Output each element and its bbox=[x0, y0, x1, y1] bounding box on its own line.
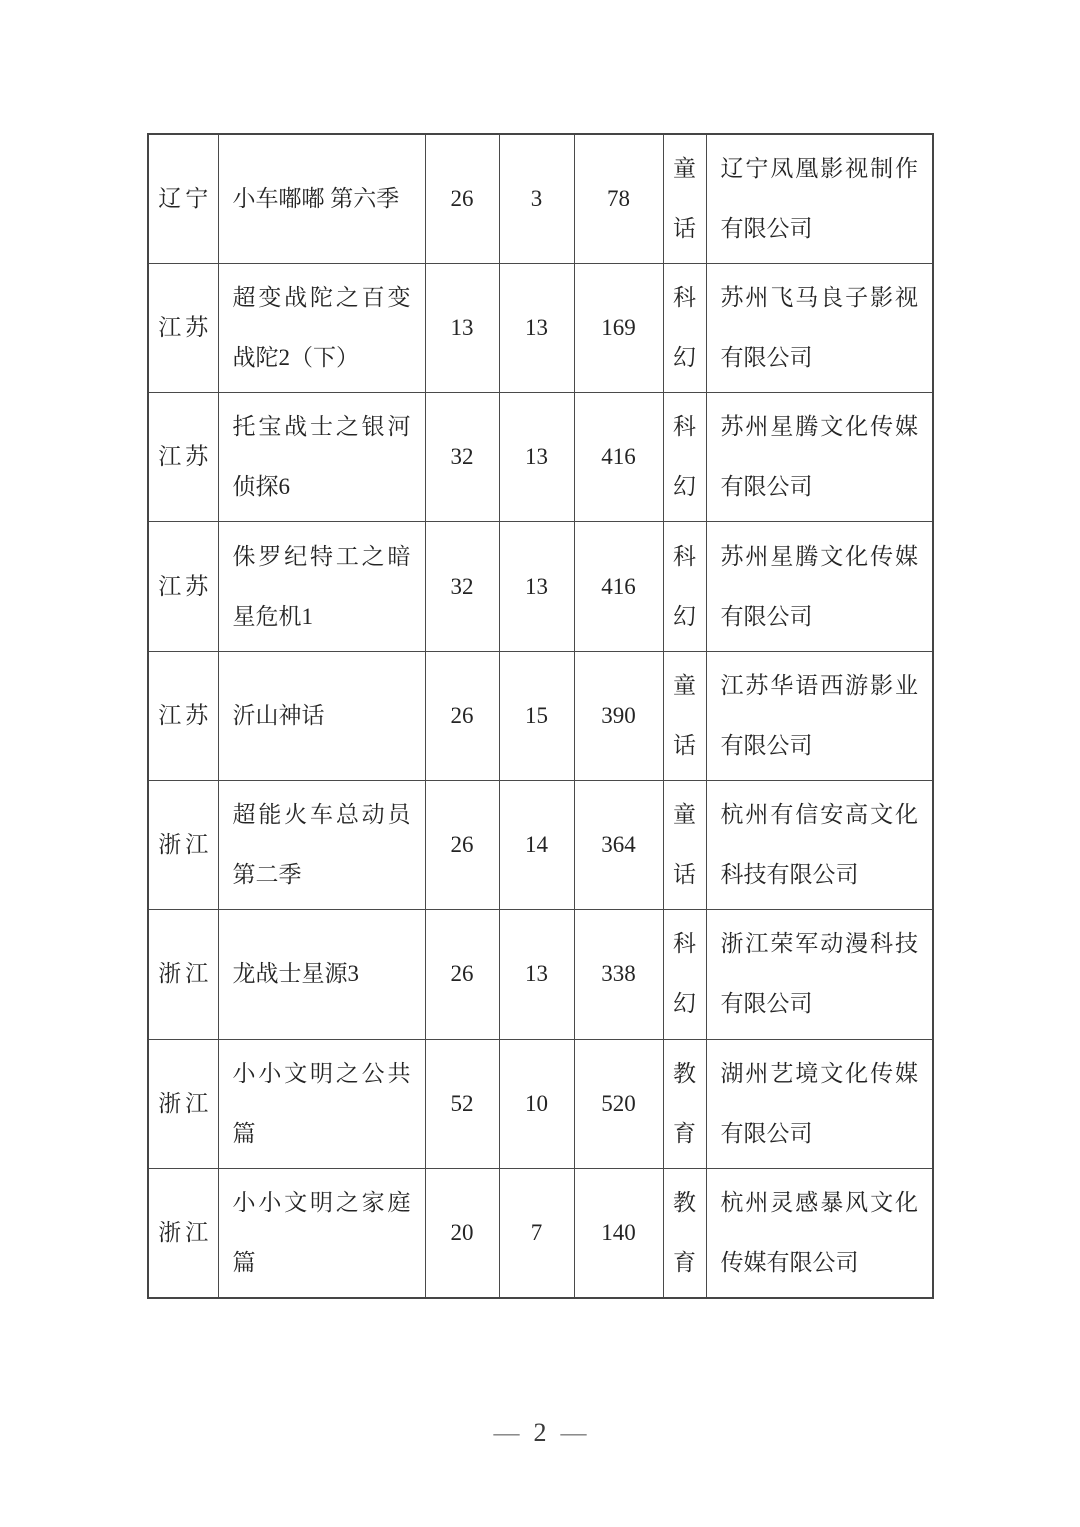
cell-title: 小小文明之家庭篇 bbox=[218, 1168, 425, 1297]
cell-episodes: 26 bbox=[425, 780, 499, 909]
cell-producer: 浙江荣军动漫科技有限公司 bbox=[706, 910, 933, 1039]
cell-producer: 辽宁凤凰影视制作有限公司 bbox=[706, 134, 933, 263]
cell-episodes: 26 bbox=[425, 134, 499, 263]
cell-producer: 苏州星腾文化传媒有限公司 bbox=[706, 393, 933, 522]
cell-title: 超能火车总动员 第二季 bbox=[218, 780, 425, 909]
cell-province: 江苏 bbox=[148, 522, 218, 651]
cell-minutes-per-episode: 10 bbox=[499, 1039, 574, 1168]
cell-producer: 杭州有信安高文化科技有限公司 bbox=[706, 780, 933, 909]
series-table bbox=[147, 133, 934, 1299]
cell-minutes-per-episode: 7 bbox=[499, 1168, 574, 1297]
cell-total-minutes: 140 bbox=[574, 1168, 663, 1297]
cell-province: 浙江 bbox=[148, 780, 218, 909]
cell-episodes: 52 bbox=[425, 1039, 499, 1168]
cell-total-minutes: 416 bbox=[574, 393, 663, 522]
cell-category: 童话 bbox=[663, 780, 706, 909]
cell-title: 龙战士星源3 bbox=[218, 910, 425, 1039]
cell-title: 小车嘟嘟 第六季 bbox=[218, 134, 425, 263]
cell-minutes-per-episode: 13 bbox=[499, 263, 574, 392]
table-row bbox=[148, 522, 933, 651]
page-footer bbox=[0, 1412, 1080, 1454]
cell-category: 童话 bbox=[663, 651, 706, 780]
cell-total-minutes: 364 bbox=[574, 780, 663, 909]
table-row bbox=[148, 263, 933, 392]
table-row bbox=[148, 134, 933, 263]
cell-title: 托宝战士之银河侦探6 bbox=[218, 393, 425, 522]
cell-episodes: 26 bbox=[425, 910, 499, 1039]
cell-province: 浙江 bbox=[148, 1168, 218, 1297]
cell-title: 侏罗纪特工之暗星危机1 bbox=[218, 522, 425, 651]
cell-category: 科幻 bbox=[663, 263, 706, 392]
cell-total-minutes: 338 bbox=[574, 910, 663, 1039]
cell-total-minutes: 169 bbox=[574, 263, 663, 392]
cell-total-minutes: 520 bbox=[574, 1039, 663, 1168]
table-row bbox=[148, 393, 933, 522]
table-row bbox=[148, 651, 933, 780]
cell-episodes: 32 bbox=[425, 393, 499, 522]
cell-province: 辽宁 bbox=[148, 134, 218, 263]
footer-dash-left: — bbox=[493, 1418, 520, 1447]
cell-category: 教育 bbox=[663, 1039, 706, 1168]
cell-category: 童话 bbox=[663, 134, 706, 263]
cell-producer: 湖州艺境文化传媒有限公司 bbox=[706, 1039, 933, 1168]
cell-producer: 江苏华语西游影业有限公司 bbox=[706, 651, 933, 780]
cell-category: 教育 bbox=[663, 1168, 706, 1297]
cell-province: 江苏 bbox=[148, 393, 218, 522]
table-row bbox=[148, 1039, 933, 1168]
cell-total-minutes: 416 bbox=[574, 522, 663, 651]
table-row bbox=[148, 910, 933, 1039]
cell-producer: 杭州灵感暴风文化传媒有限公司 bbox=[706, 1168, 933, 1297]
cell-total-minutes: 78 bbox=[574, 134, 663, 263]
series-table-body bbox=[148, 134, 933, 1298]
cell-title: 沂山神话 bbox=[218, 651, 425, 780]
cell-minutes-per-episode: 13 bbox=[499, 910, 574, 1039]
cell-category: 科幻 bbox=[663, 393, 706, 522]
cell-producer: 苏州星腾文化传媒有限公司 bbox=[706, 522, 933, 651]
cell-minutes-per-episode: 3 bbox=[499, 134, 574, 263]
cell-title: 超变战陀之百变战陀2（下） bbox=[218, 263, 425, 392]
cell-minutes-per-episode: 13 bbox=[499, 522, 574, 651]
cell-episodes: 26 bbox=[425, 651, 499, 780]
page-number: 2 bbox=[533, 1418, 547, 1447]
cell-producer: 苏州飞马良子影视有限公司 bbox=[706, 263, 933, 392]
cell-province: 浙江 bbox=[148, 910, 218, 1039]
table-row bbox=[148, 1168, 933, 1297]
cell-episodes: 13 bbox=[425, 263, 499, 392]
cell-minutes-per-episode: 15 bbox=[499, 651, 574, 780]
cell-province: 浙江 bbox=[148, 1039, 218, 1168]
cell-total-minutes: 390 bbox=[574, 651, 663, 780]
cell-episodes: 32 bbox=[425, 522, 499, 651]
footer-dash-right: — bbox=[560, 1418, 587, 1447]
cell-category: 科幻 bbox=[663, 522, 706, 651]
cell-category: 科幻 bbox=[663, 910, 706, 1039]
cell-province: 江苏 bbox=[148, 651, 218, 780]
cell-province: 江苏 bbox=[148, 263, 218, 392]
cell-episodes: 20 bbox=[425, 1168, 499, 1297]
cell-minutes-per-episode: 13 bbox=[499, 393, 574, 522]
table-row bbox=[148, 780, 933, 909]
cell-title: 小小文明之公共篇 bbox=[218, 1039, 425, 1168]
cell-minutes-per-episode: 14 bbox=[499, 780, 574, 909]
